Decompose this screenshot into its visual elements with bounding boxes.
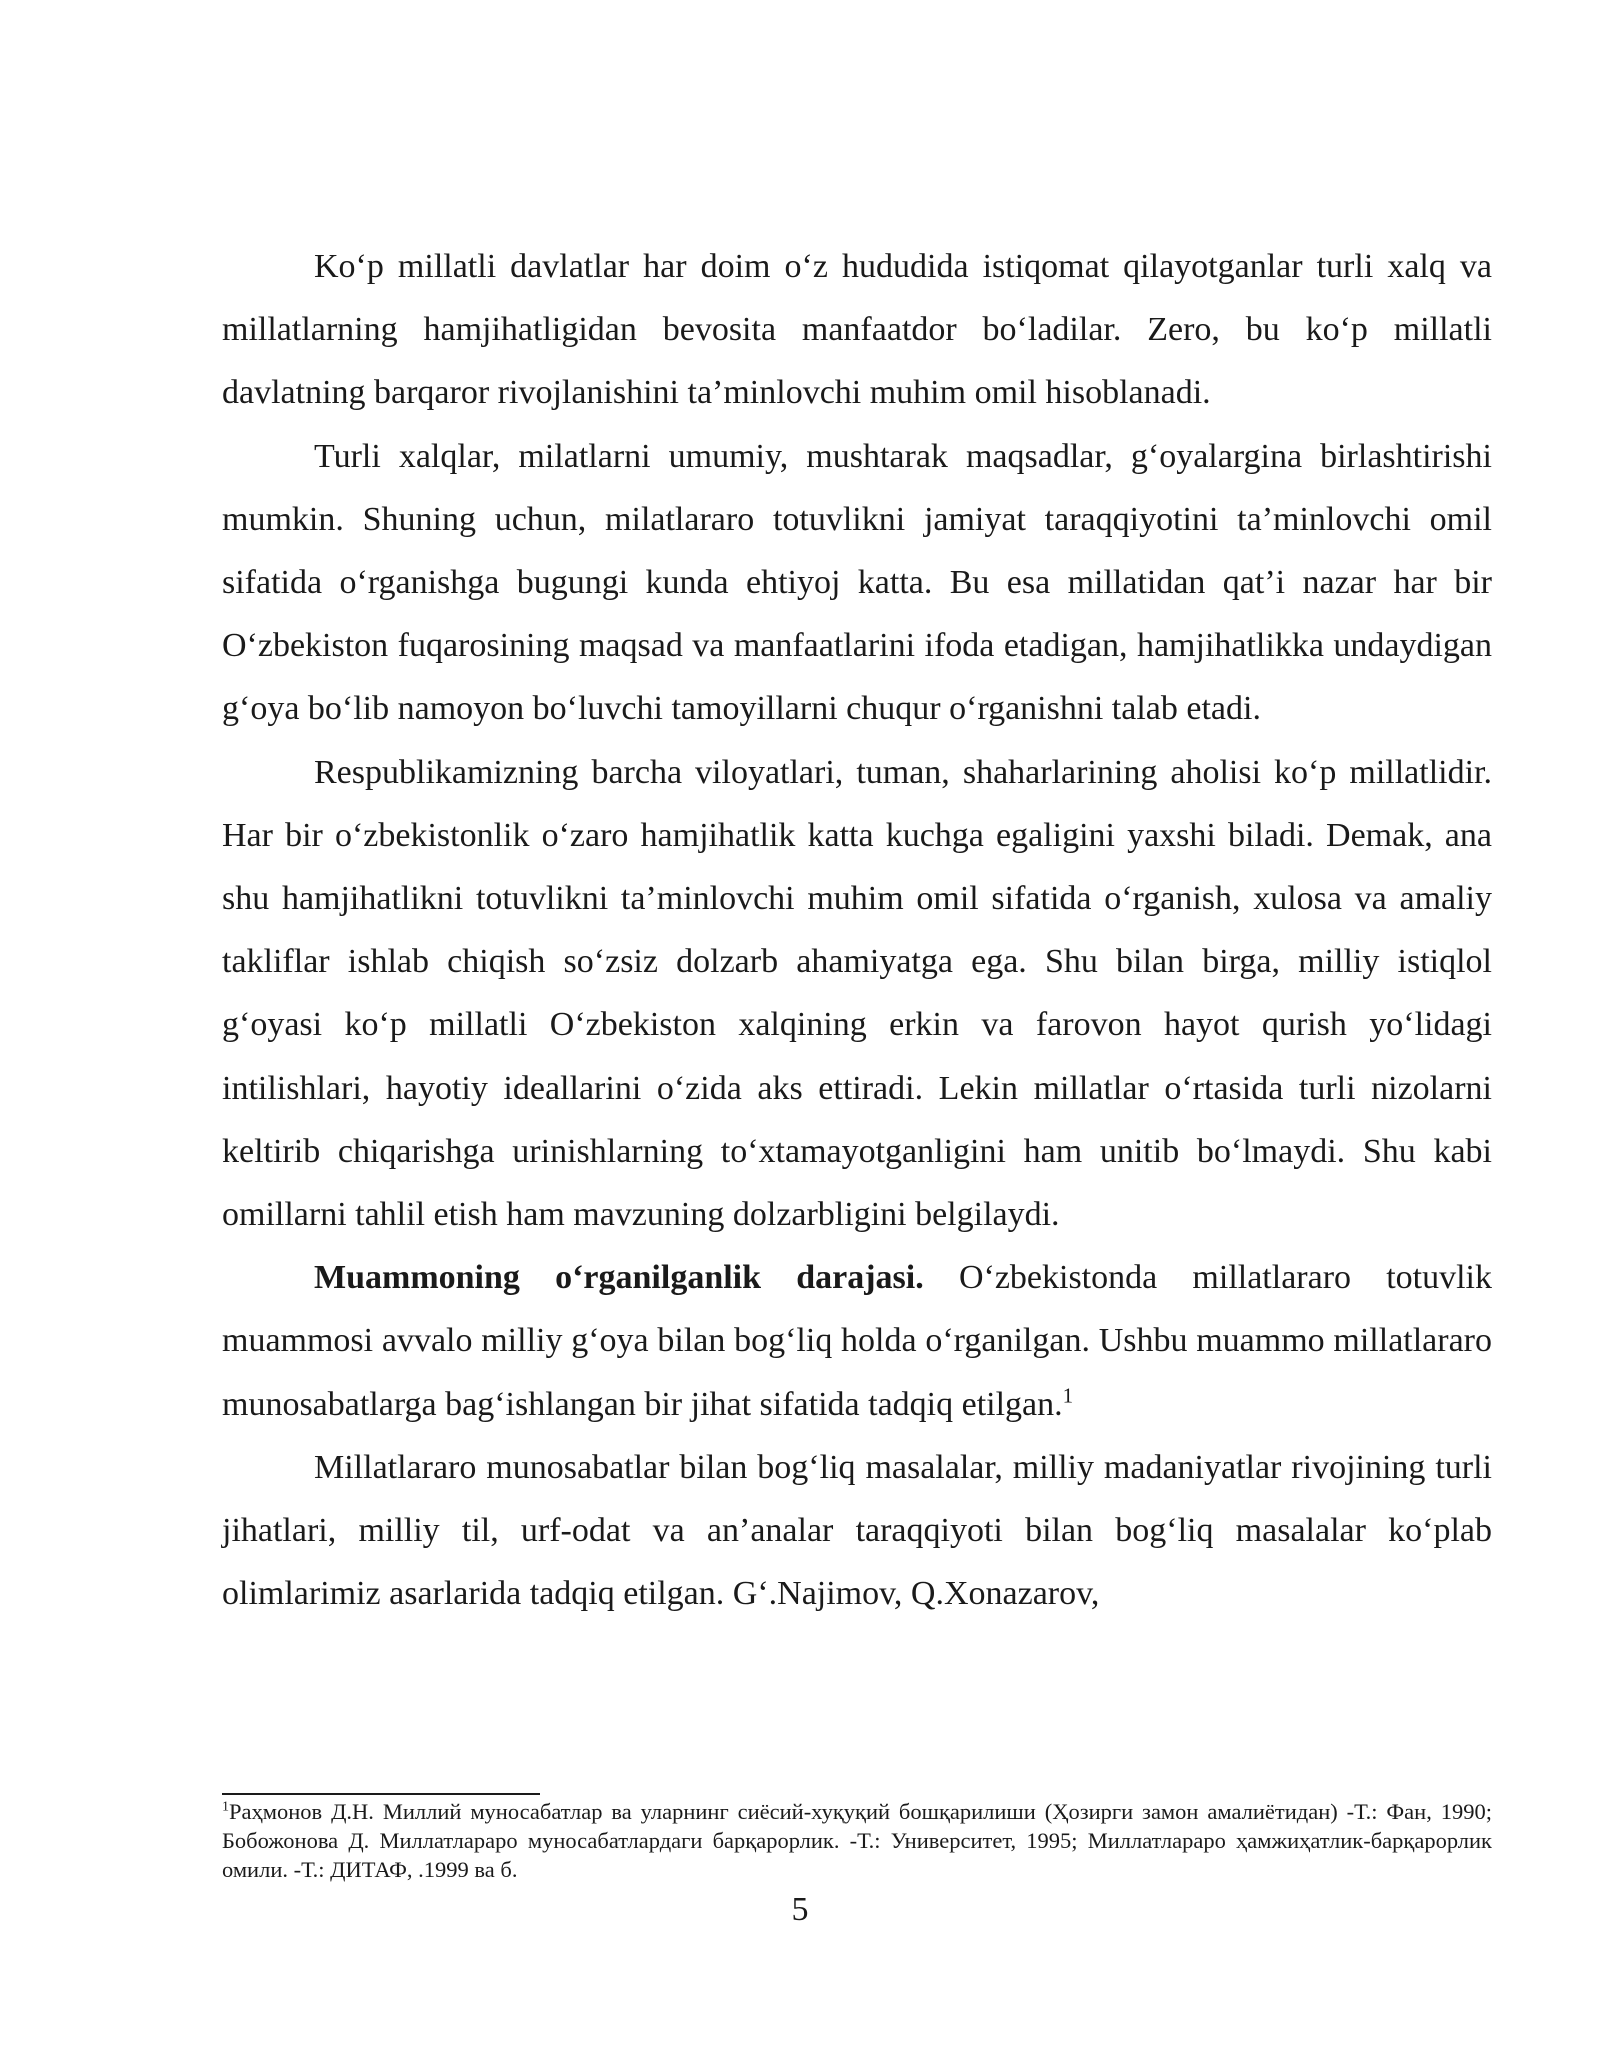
footnote-reference[interactable]: 1	[1062, 1383, 1074, 1408]
section-heading: Muammoning o‘rganilganlik darajasi.	[314, 1259, 924, 1297]
page-number: 5	[791, 1891, 809, 1928]
paragraph-1: Ko‘p millatli davlatlar har doim o‘z hududida istiqomat qilayotganlar turli xalq va millatlarning hamjihatligidan bevosita manfaatdor bo‘ladilar. Zero, bu ko‘p millatli davlatning barqaror rivojlanishini ta’minlovchi muhim omil hisoblanadi.	[222, 248, 1492, 412]
footnote-separator	[222, 1793, 540, 1795]
document-body	[222, 235, 1492, 1625]
paragraph-2: Turli xalqlar, milatlarni umumiy, mushtarak maqsadlar, g‘oyalargina birlashtirishi mumkin. Shuning uchun, milatlararo totuvlikni jamiyat taraqqiyotini ta’minlovchi omil sifatida o‘rganishga bugungi kunda ehtiyoj katta. Bu esa millatidan qat’i nazar har bir O‘zbekiston fuqarosining maqsad va manfaatlarini ifoda etadigan, hamjihatlikka undaydigan g‘oya bo‘lib namoyon bo‘luvchi tamoyillarni chuqur o‘rganishni talab etadi.	[222, 437, 1492, 728]
footnote-mark: 1	[222, 1799, 229, 1815]
paragraph-section	[222, 1246, 1492, 1436]
footnote	[222, 1797, 1492, 1884]
paragraph-5: Millatlararo munosabatlar bilan bog‘liq masalalar, milliy madaniyatlar rivojining turli jihatlari, milliy til, urf-odat va an’analar taraqqiyoti bilan bog‘liq masalalar ko‘plab olimlarimiz asarlarida tadqiq etilgan. G‘.Najimov, Q.Xonazarov,	[222, 1448, 1492, 1613]
section-text: O‘zbekistonda millatlararo totuvlik muammosi avvalo milliy g‘oya bilan bog‘liq holda o‘rganilgan. Ushbu muammo millatlararo munosabatlarga bag‘ishlangan bir jihat sifatida tadqiq etilgan.	[222, 1259, 1493, 1423]
paragraph-3: Respublikamizning barcha viloyatlari, tuman, shaharlarining aholisi ko‘p millatlidir. Har bir o‘zbekistonlik o‘zaro hamjihatlik katta kuchga egaligini yaxshi biladi. Demak, ana shu hamjihatlikni totuvlikni ta’minlovchi muhim omil sifatida o‘rganish, xulosa va amaliy takliflar ishlab chiqish so‘zsiz dolzarb ahamiyatga ega. Shu bilan birga, milliy istiqlol g‘oyasi ko‘p millatli O‘zbekiston xalqining erkin va farovon hayot qurish yo‘lidagi intilishlari, hayotiy ideallarini o‘zida aks ettiradi. Lekin millatlar o‘rtasida turli nizolarni keltirib chiqarishga urinishlarning to‘xtamayotganligini ham unitib bo‘lmaydi. Shu kabi omillarni tahlil etish ham mavzuning dolzarbligini belgilaydi.	[222, 753, 1492, 1234]
footnote-text: Раҳмонов Д.Н. Миллий муносабатлар ва уларнинг сиёсий-хуқуқий бошқарилиши (Ҳозирги замон амалиётидан) -Т.: Фан, 1990; Бобожонова Д. Миллатлараро муносабатлардаги барқарорлик. -Т.: Университет, 1995; Миллатлараро ҳамжиҳатлик-барқарорлик омили. -Т.: ДИТАФ, .1999 ва б.	[222, 1799, 1492, 1882]
